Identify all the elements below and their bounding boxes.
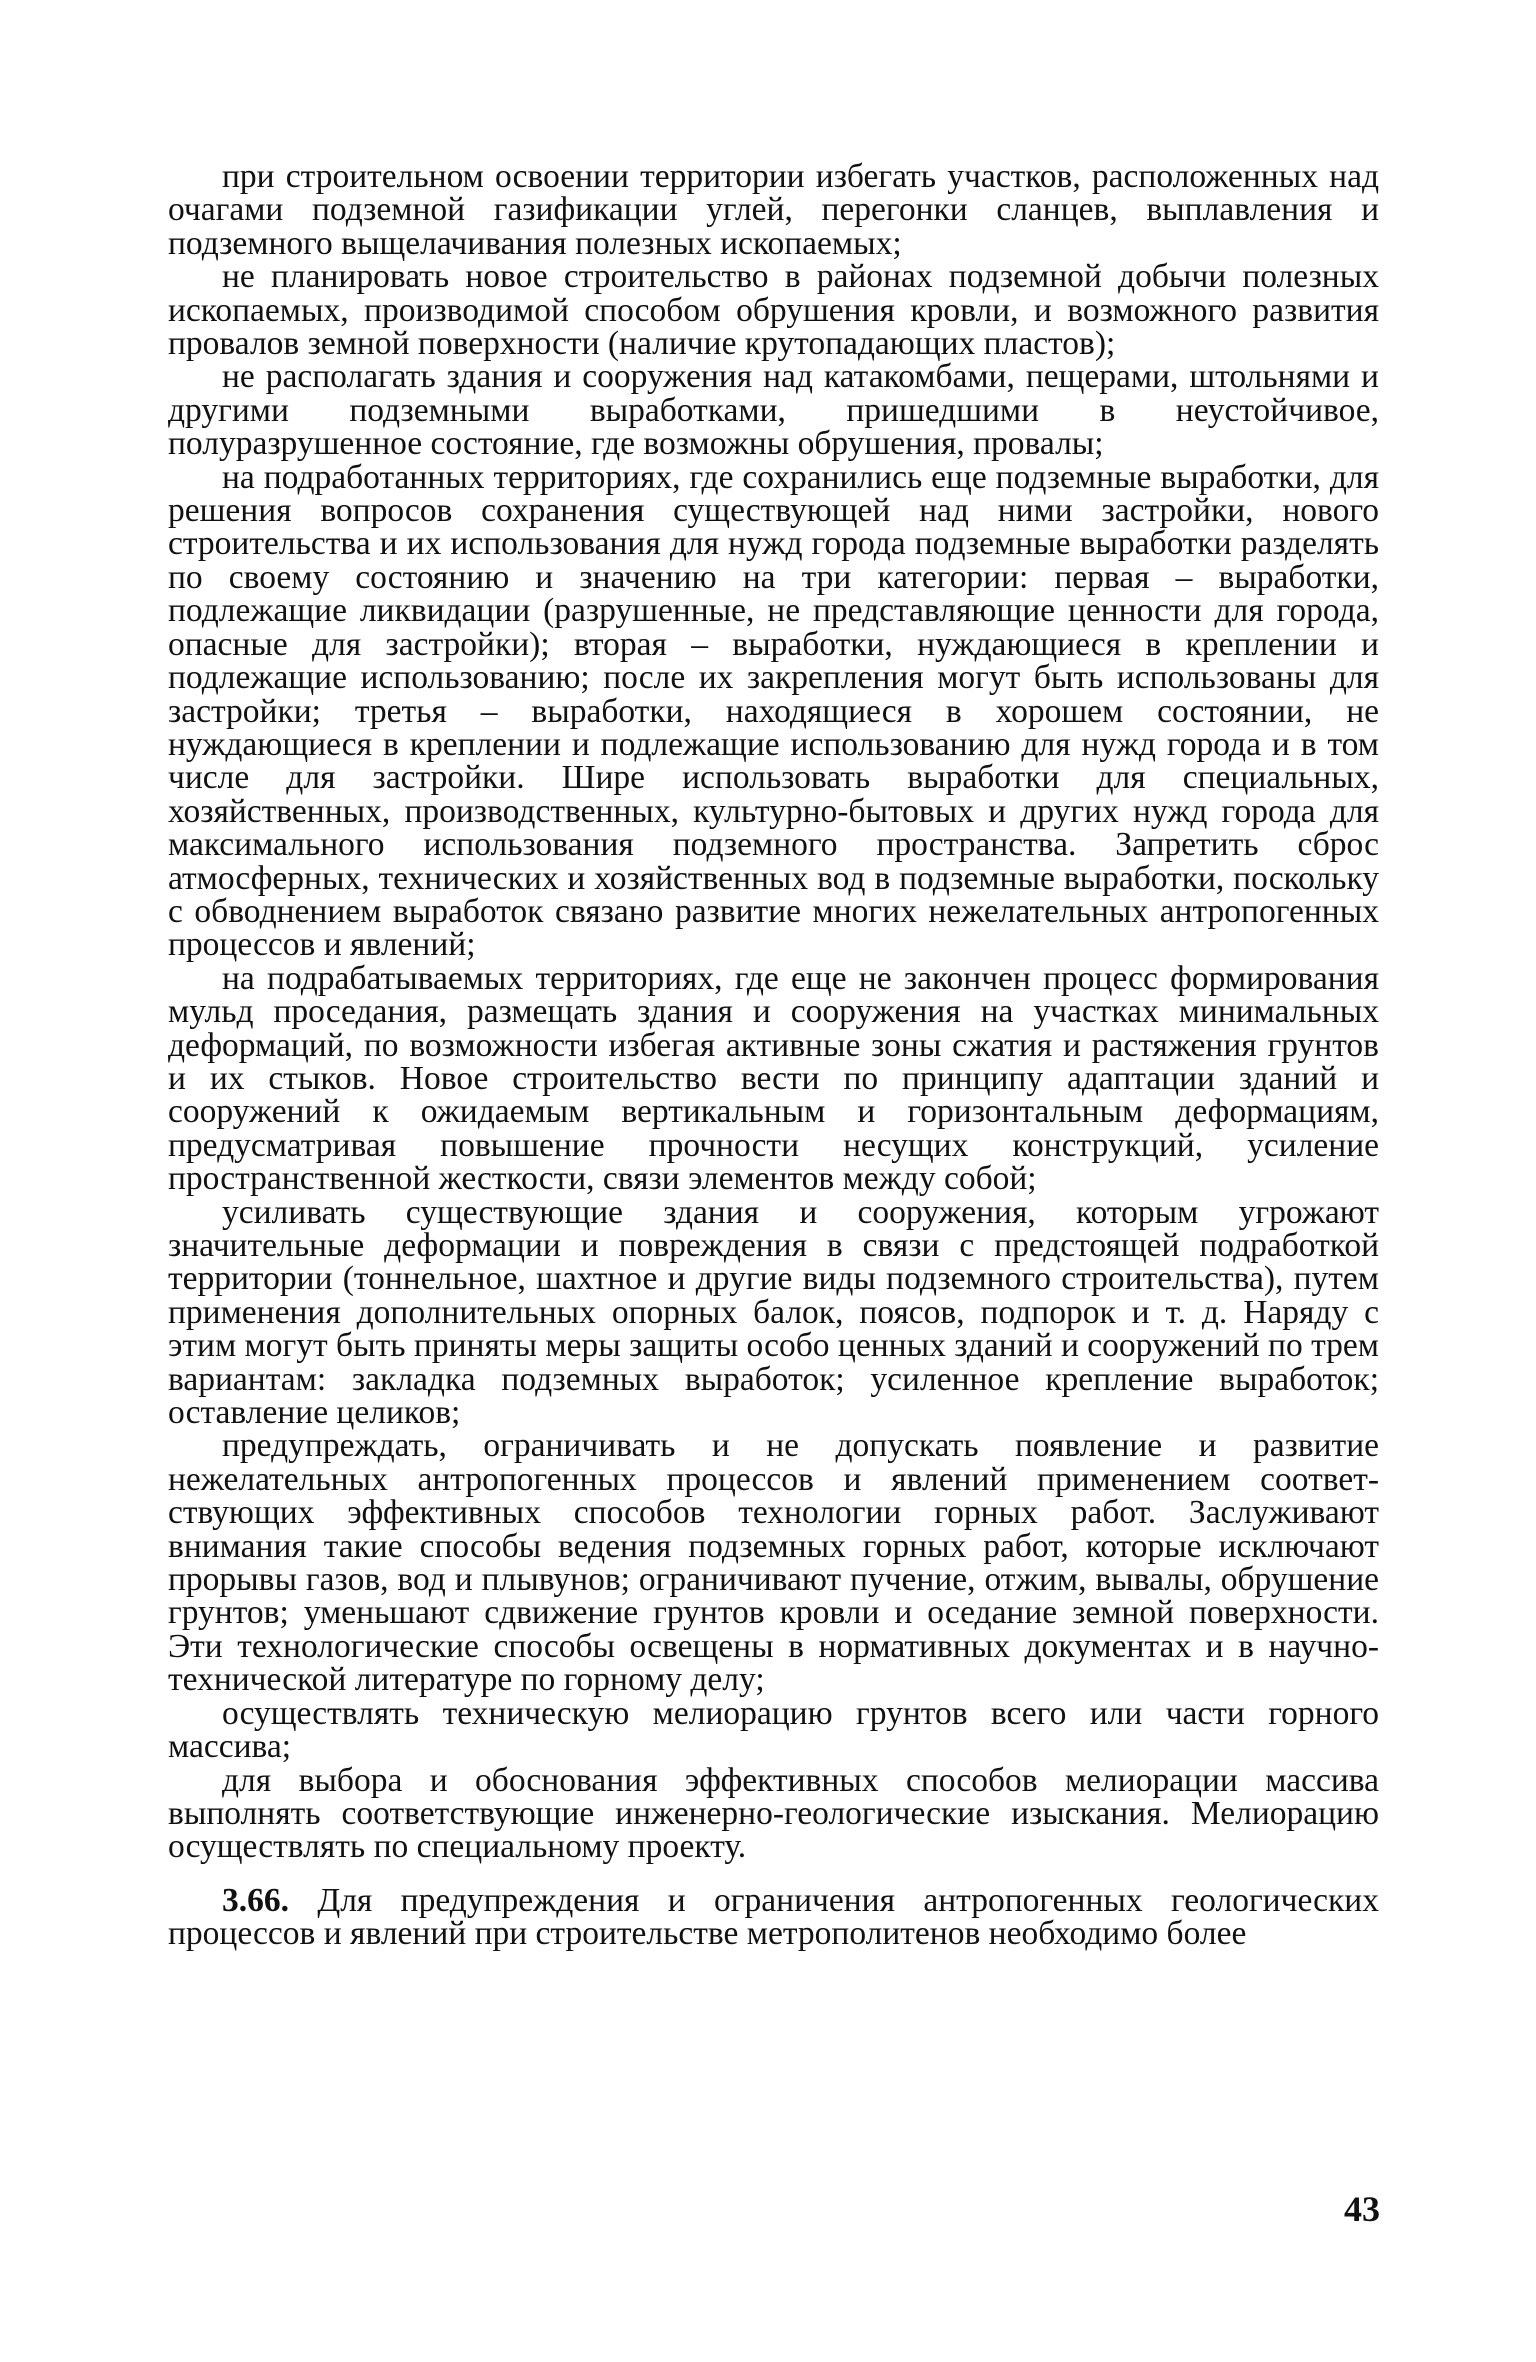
paragraph-subsidence-territories: на подрабатываемых территориях, где еще не закончен процесс формирования мульд проседания, размещать здания и сооружения на участках минимальных деформаций, по возможности избегая активные зоны сжатия и растяжения грунтов и их стыков. Новое строительство вести по принципу адаптации зданий и сооружений к ожидаемым вертикальным и горизонтальным деформациям, предусматривая повышение прочности несущих конструкций, усиление пространственной жесткости, связи элементов между собой; xyxy=(168,959,1379,1198)
paragraph-strengthen-buildings: усиливать существующие здания и сооружения, которым угрожают значительные деформации и повреждения в связи с предстоящей подработкой территории (тоннельное, шахтное и другие виды подземного строительства), путем применения дополнительных опорных балок, поясов, подпорок и т. д. Наряду с этим могут быть приняты меры защиты особо ценных зданий и сооружений по трем вариантам: закладка подземных выработок; усиленное крепление выработок; оставление целиков; xyxy=(168,1193,1379,1432)
paragraph-catacombs: не располагать здания и сооружения над катакомбами, пещерами, штольнями и другими подземными выработками, пришедшими в неустойчивое, полуразрушенное состояние, где возможны обрушения, провалы; xyxy=(168,358,1379,463)
section-text: Для предупреждения и ограничения антропогенных геологических процессов и явлений при строительстве метрополитенов необходимо более xyxy=(168,1881,1379,1953)
page-number: 43 xyxy=(1344,2189,1380,2229)
paragraph-worked-out-territories: на подработанных территориях, где сохранились еще подземные выработки, для решения вопросов сохранения существующей над ними застройки, нового строительства и их использования для нужд города подземные выработки разделять по своему состоянию и значению на три категории: первая – выработки, подлежащие ликвидации (разрушенные, не представляющие ценности для города, опасные для застройки); вторая – выработки, нуждающиеся в креплении и подлежащие использованию; после их закрепления могут быть использованы для застройки; третья – выработки, находящиеся в хорошем состоянии, не нуждающиеся в креплении и подлежащие использованию для нужд города и в том числе для застройки. Шире использовать выработки для специальных, хозяйственных, производственных, культурно-бытовых и других нужд города для максимального использования подземного пространства. Запретить сброс атмосферных, технических и хозяйственных вод в подземные выработки, поскольку с обводнением выработок связано развитие многих нежелательных антропогенных процессов и явлений; xyxy=(168,458,1379,964)
paragraph-soil-melioration: осуществлять техническую мелиорацию грунтов всего или части горного массива; xyxy=(168,1694,1379,1766)
paragraph-gasification: при строительном освоении территории избегать участков, расположенных над очагами подземной газификации углей, перегонки сланцев, выплавления и подземного выщелачивания полезных ископаемых; xyxy=(168,158,1379,262)
paragraph-surveys: для выбора и обоснования эффективных способов мелиорации массива выполнять соответствующие инженерно-геологические изыскания. Мелиорацию осуществлять по специальному проекту. xyxy=(168,1761,1379,1866)
document-body xyxy=(168,160,1379,1951)
paragraph-prevent-processes: предупреждать, ограничивать и не допускать появление и развитие нежелательных антропогенных процессов и явлений применением соответствующих эффективных способов технологии горных работ. Заслуживают внимания такие способы ведения подземных горных работ, которые исключают прорывы газов, вод и плывунов; ограничивают пучение, отжим, вывалы, обрушение грунтов; уменьшают сдвижение грунтов кровли и оседание земной поверхности. Эти технологические способы освещены в нормативных документах и в научно-технической литературе по горному делу; xyxy=(168,1427,1379,1699)
section-number: 3.66. xyxy=(222,1881,289,1919)
paragraph-mining-collapse: не планировать новое строительство в районах подземной добычи полезных ископаемых, производимой способом обрушения кровли, и возможного развития провалов земной поверхности (наличие крутопадающих пластов); xyxy=(168,258,1379,363)
section-3-66 xyxy=(168,1881,1379,1953)
